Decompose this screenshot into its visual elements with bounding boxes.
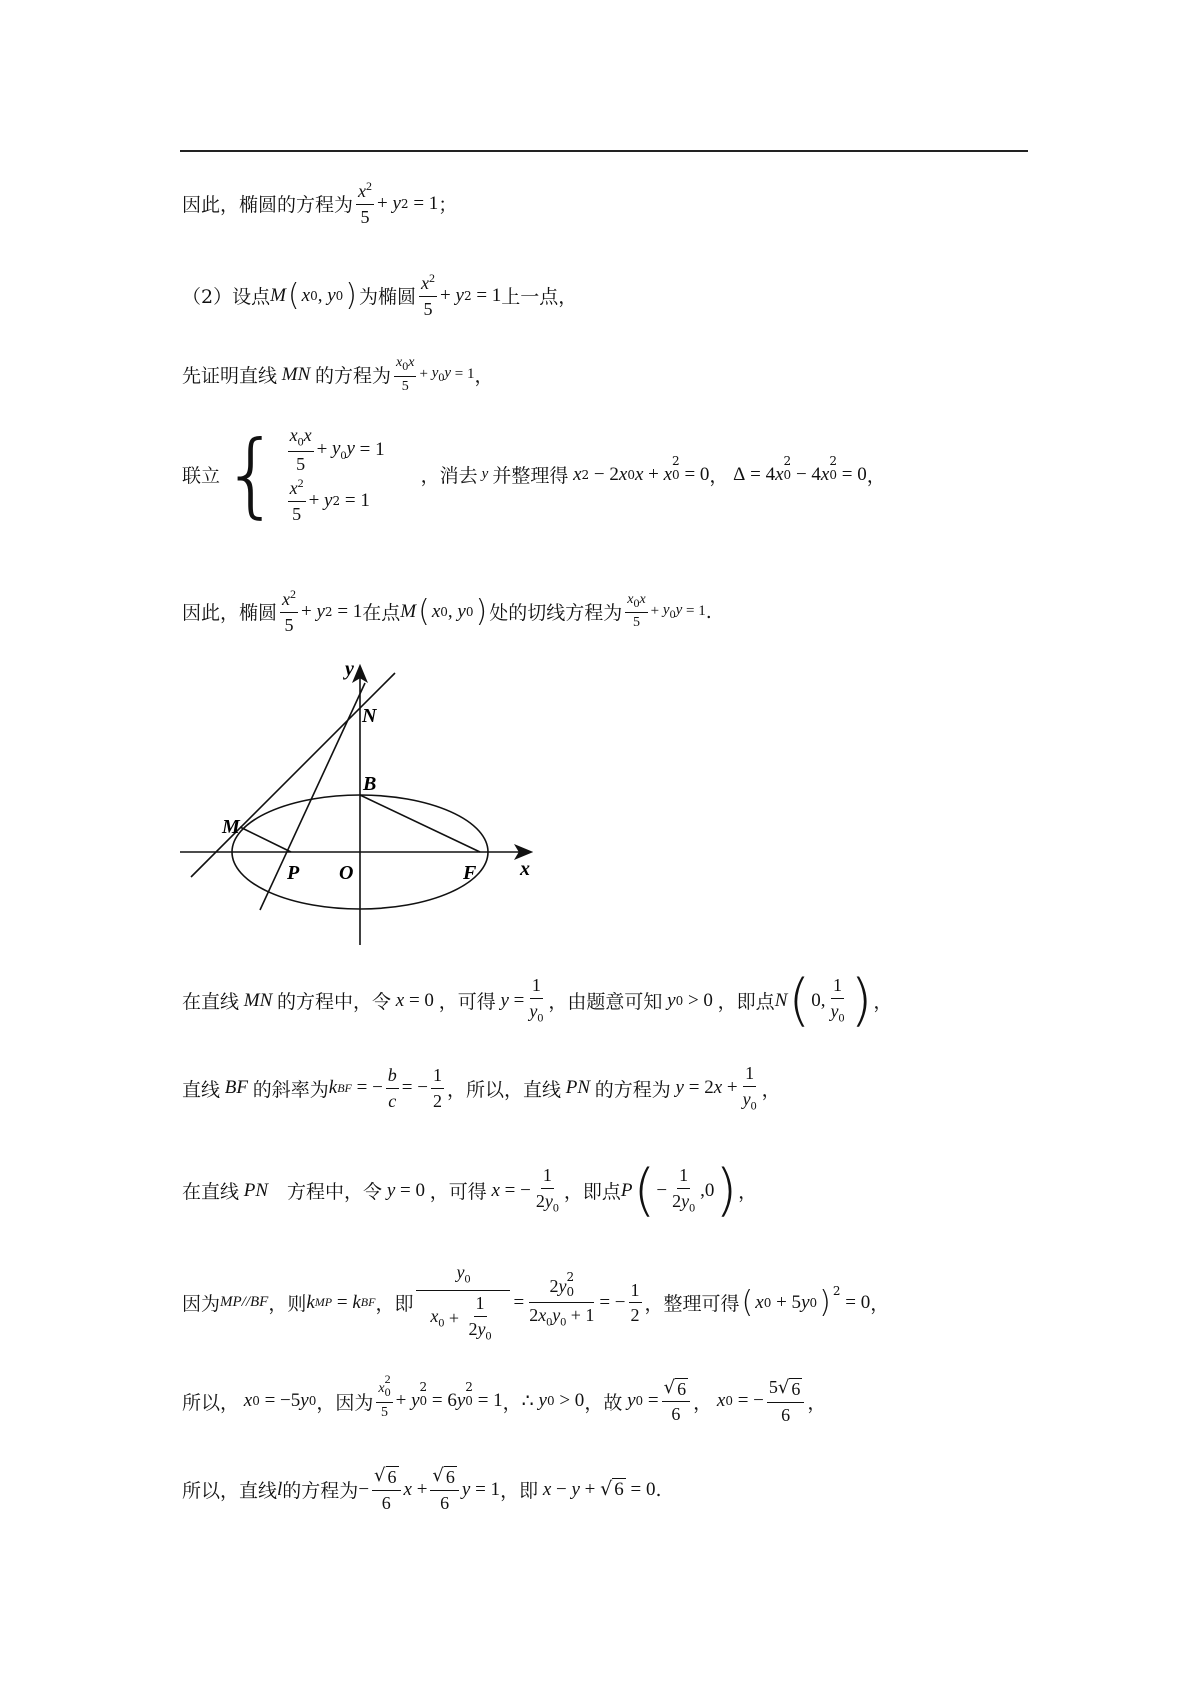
label-n: N [362,705,377,727]
header-rule [180,150,1028,152]
ellipse-figure [175,655,555,950]
complex-fraction: $y_0$ $x_0$ + $\frac{1}{2y_0}$ [416,1262,510,1343]
label-b: B [363,773,377,795]
label-y: y [345,658,354,680]
label-p: P [287,862,300,884]
fraction-x2-over-5: $\frac{x^2}{5}$ [358,179,373,227]
label-o: O [339,862,354,884]
line-mn-equation: 先证明直线 MN 的方程为 $\frac{x_0x}{5}$ + $y_0y$ = 1 ， [182,355,494,394]
label-f: F [463,862,477,884]
line-ellipse-equation: 因此，椭圆的方程为 $\frac{x^2}{5}$ + y 2 = 1 ； [182,179,458,227]
line-point-m: （2）设点 M ( x 0 , y 0 ) 为椭圆 $\frac{x^2}{5}$ + y 2 = 1 上一点， [182,271,578,319]
line-final: 所以，直线 l 的方程为 − √ 6 6 x + √ 6 6 y = 1 ，即 x − y + √ 6 = 0 . [182,1465,662,1513]
line-tangent: 因此，椭圆 $\frac{x^2}{5}$ + y 2 = 1 在点 M ( x 0 , y 0 ) 处的切线方程为 $\frac{x_0x}{5}$ + $y_0y$ = 1 . [182,587,712,635]
line-slope-bf: 直线 BF 的斜率为 k BF = − $\frac{b}{c}$ = − $\frac{1}{2}$ ，所以，直线 PN 的方程为 y = 2 x + $\frac{1}{y_0}$ ， [182,1063,781,1113]
line-parallel: 因为 MP//BF ，则 k MP = k BF ，即 $y_0$ $x_0$ + $\frac{1}{2y_0}$ = 2y $_{2 0}$ $2x_0y_0 + 1$ = − $\frac{1}{2}$ ，整理可得 ( x 0 + 5 y 0 ) $^2$ = 0 ， [182,1262,890,1343]
line-point-p: 在直线 PN 方程中，令 y = 0 ，可得 x = − $\frac{1}{2y_0}$ ，即点 P ( − $\frac{1}{2y_0}$ ,0 ) ， [182,1158,758,1223]
line-solve: 所以， x 0 = −5 y 0 ，因为 x $_{2 0}$ 5 + y 2 0 = 6 y 2 0 = 1 ， ∴ y 0 > 0 ，故 y 0 = √ 6 6 ， x 0 = − 5 √ 6 6 ， [182,1372,827,1425]
segment-mp [240,827,291,852]
equation-system: { $\frac{x_0x}{5}$ + $y_0y$ = 1 $\frac{x^2}{5}$ + y 2 = 1 [222,420,385,528]
label-m: M [222,816,240,838]
segment-bf [360,795,480,852]
line-system: 联立 { $\frac{x_0x}{5}$ + $y_0y$ = 1 $\frac{x^2}{5}$ + y 2 = 1 ，消去 y 并整理得 x 2 − 2 x 0 x + x 2 0 = 0 ， Δ = 4 x 2 0 − 4 x 2 0 = 0 ， [182,420,886,528]
label-x: x [520,858,530,880]
line-point-n: 在直线 MN 的方程中，令 x = 0 ，可得 y = $\frac{1}{y_0}$ ，由题意可知 y 0 > 0 ，即点 N ( 0, $\frac{1}{y_0}$ ) ， [182,968,893,1033]
